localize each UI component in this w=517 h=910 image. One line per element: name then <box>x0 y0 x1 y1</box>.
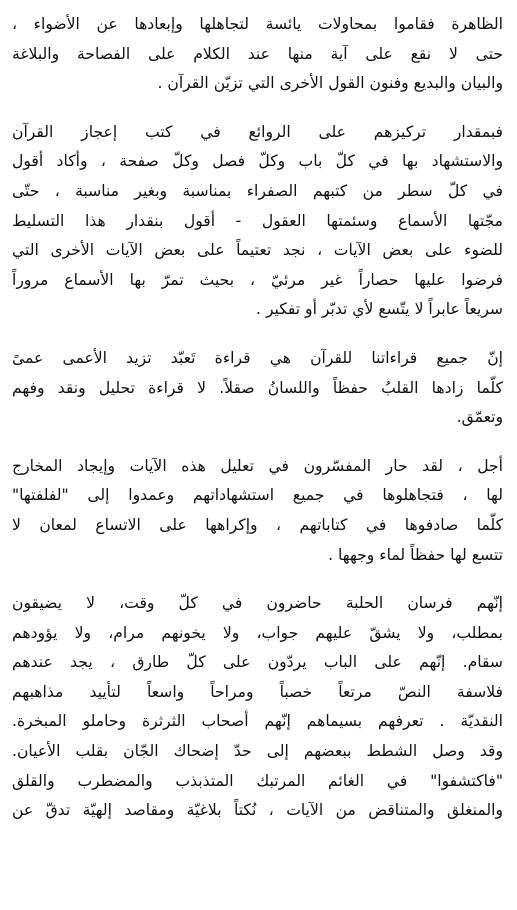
text-line: والمنغلق والمتناقض من الآيات ، نُكتاً بلاغيّة ومقاصد إلهيّة تدقّ عن <box>12 801 503 820</box>
text-line: تتسع لها حفظاً لماء وجهها . <box>328 545 503 564</box>
text-line: فرضوا عليها حصاراً غير مرئيّ ، بحيث تمرّ بها الأسماع مروراً <box>12 270 503 289</box>
text-line: سقام. إنّهم على الباب يردّون على كلّ طارق ، يجد عندهم <box>12 653 503 672</box>
paragraph-5 <box>12 589 503 826</box>
text-line: والبيان والبديع وفنون القول الأخرى التي تزيّن القرآن . <box>157 74 503 93</box>
text-line: النقديّة . تعرفهم بسيماهم إنّهم أصحاب الثرثرة وحاملو المبخرة. <box>12 712 503 731</box>
text-line: والاستشهاد بها في كلّ باب وكلّ فصل وكلّ صفحة ، وأكاد أقول <box>12 152 503 171</box>
text-line: سريعاً عابراً لا يتّسع لأي تدبّر أو تفكير . <box>256 300 503 319</box>
text-line: أجل ، لقد حار المفسّرون في تعليل هذه الآيات وإيجاد المخارج <box>12 456 503 475</box>
paragraph-4 <box>12 452 503 570</box>
text-line: فبمقدار تركيزهم على الروائع في كتب إعجاز القرآن <box>12 122 503 141</box>
text-line: وقد وصل الشطط ببعضهم إلى حدّ إضحاك الجّان بقلب الأعيان. <box>12 742 503 761</box>
text-line: كلّما زادها القلبُ حفظاً واللسانُ صقلاً. لا قراءة تحليل ونقد وفهم <box>12 378 503 397</box>
text-line: لها ، فتجاهلوها في جميع استشهاداتهم وعمدوا إلى "لفلفتها" <box>12 486 503 505</box>
text-line: في كلّ سطر من كتبهم الصفراء بمناسبة وبغير مناسبة ، حتّى <box>12 181 503 200</box>
text-line: كلّما صادفوها في كتاباتهم ، وإكراهها على الاتساع لمعان لا <box>12 515 503 534</box>
paragraph-2 <box>12 118 503 325</box>
text-line: للضوء على بعض الآيات ، نجد تعتيماً على بعض الآيات الأخرى التي <box>12 241 503 260</box>
text-line: الظاهرة فقاموا بمحاولات يائسة لتجاهلها وإبعادها عن الأضواء ، <box>12 15 503 33</box>
text-line: "فاكتشفوا" في الغائم المرتبك المتذبذب والمضطرب والقلق <box>12 771 503 790</box>
text-line: إنّهم فرسان الحلبة حاضرون في كلّ وقت، لا يضيقون <box>12 594 503 613</box>
paragraph-3 <box>12 344 503 433</box>
text-line: بمطلب، ولا يشقّ عليهم جواب، ولا يخونهم مرام، ولا يؤودهم <box>12 623 503 642</box>
paragraph-1 <box>12 10 503 99</box>
text-line: حتى لا نقع على آية منها عند الكلام على الفصاحة والبلاغة <box>12 44 503 63</box>
text-line: إنّ جميع قراءاتنا للقرآن هي قراءة تَعبّد تزيد الأعمى عمىً <box>12 348 503 367</box>
text-line: وتعمّق. <box>456 408 503 427</box>
text-line: مجّتها الأسماع وسئمتها العقول - أقول بنقدار هذا التسليط <box>12 211 503 230</box>
text-line: فلاسفة النصّ مرتعاً خصباً ومراحاً واسعاً لتأييد مذاهبهم <box>12 682 503 701</box>
